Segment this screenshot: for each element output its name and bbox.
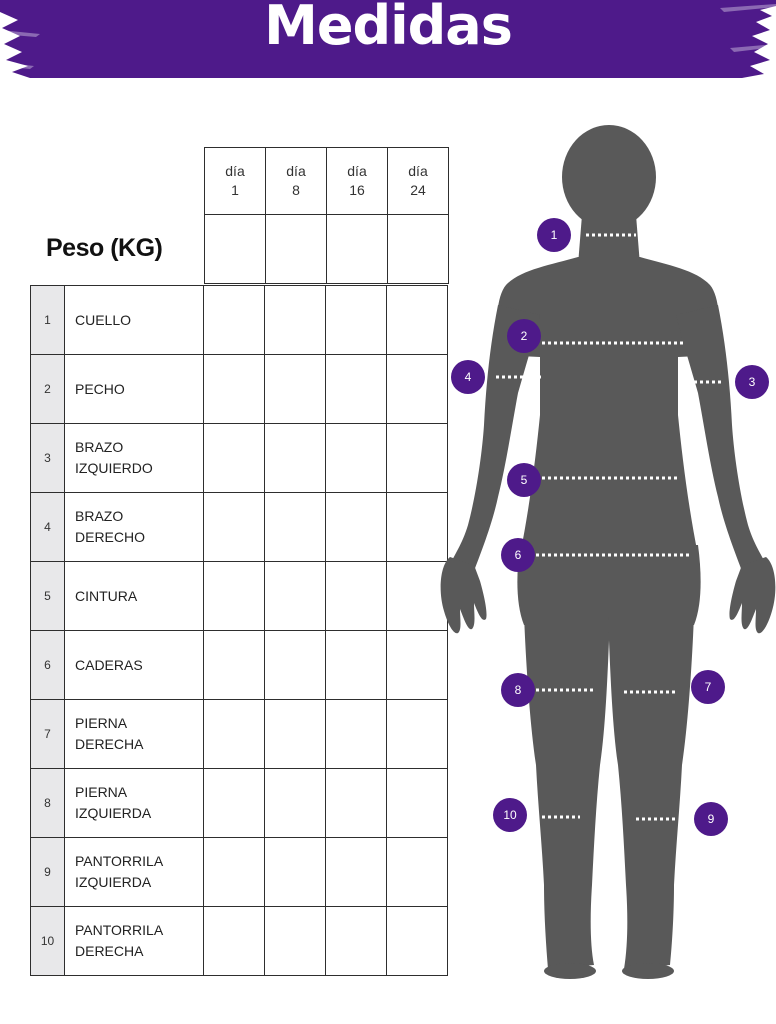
marker-number: 3 (748, 375, 756, 389)
measurement-cell[interactable] (265, 424, 326, 493)
measurement-cell[interactable] (204, 769, 265, 838)
measurement-cell[interactable] (265, 631, 326, 700)
marker-badge (537, 218, 571, 252)
row-number: 8 (31, 769, 65, 838)
marker-badge (694, 802, 728, 836)
measurement-cell[interactable] (326, 562, 387, 631)
marker-number: 4 (464, 370, 472, 384)
measurement-cell[interactable] (326, 355, 387, 424)
measurement-name: PANTORRILA IZQUIERDA (65, 838, 204, 907)
table-row (31, 286, 448, 355)
measurement-cell[interactable] (204, 838, 265, 907)
measurement-cell[interactable] (387, 286, 448, 355)
marker-number: 6 (514, 548, 522, 562)
measurements-table (30, 285, 448, 976)
marker-badge (507, 319, 541, 353)
day-header: día 1 (205, 148, 266, 215)
measurement-cell[interactable] (326, 838, 387, 907)
marker-number: 9 (707, 812, 715, 826)
marker-badge (691, 670, 725, 704)
measurement-cell[interactable] (387, 631, 448, 700)
measurement-cell[interactable] (204, 631, 265, 700)
row-number: 1 (31, 286, 65, 355)
table-row (31, 631, 448, 700)
measurement-name: CUELLO (65, 286, 204, 355)
marker-number: 2 (520, 329, 528, 343)
weight-cell-day-1[interactable] (205, 215, 266, 284)
table-row (31, 355, 448, 424)
row-number: 5 (31, 562, 65, 631)
table-row (31, 562, 448, 631)
marker-badge (493, 798, 527, 832)
body-figure (440, 125, 776, 985)
marker-badge (501, 538, 535, 572)
row-number: 2 (31, 355, 65, 424)
measurement-cell[interactable] (387, 838, 448, 907)
row-number: 7 (31, 700, 65, 769)
table-row (31, 700, 448, 769)
measurement-cell[interactable] (387, 769, 448, 838)
measurement-cell[interactable] (326, 493, 387, 562)
marker-badge (501, 673, 535, 707)
marker-number: 5 (520, 473, 528, 487)
row-number: 4 (31, 493, 65, 562)
measurement-cell[interactable] (387, 424, 448, 493)
measurement-cell[interactable] (387, 700, 448, 769)
page-title: Medidas (264, 0, 512, 57)
measurement-cell[interactable] (265, 355, 326, 424)
human-silhouette (440, 125, 776, 985)
measurement-cell[interactable] (387, 355, 448, 424)
measurement-cell[interactable] (204, 700, 265, 769)
table-row (31, 493, 448, 562)
measurement-cell[interactable] (326, 907, 387, 976)
marker-badge (507, 463, 541, 497)
measurement-cell[interactable] (204, 493, 265, 562)
weight-table (204, 147, 449, 284)
table-row (31, 424, 448, 493)
marker-number: 10 (503, 808, 517, 822)
measurement-name: PIERNA IZQUIERDA (65, 769, 204, 838)
measurement-cell[interactable] (326, 424, 387, 493)
measurement-cell[interactable] (204, 424, 265, 493)
measurement-cell[interactable] (326, 769, 387, 838)
measurement-cell[interactable] (265, 838, 326, 907)
measurement-cell[interactable] (326, 700, 387, 769)
measurement-cell[interactable] (204, 355, 265, 424)
day-header: día 24 (388, 148, 449, 215)
day-header: día 16 (327, 148, 388, 215)
header-banner (0, 0, 776, 78)
table-row (31, 769, 448, 838)
weight-label: Peso (KG) (46, 234, 163, 262)
measurement-cell[interactable] (204, 907, 265, 976)
measurement-cell[interactable] (265, 493, 326, 562)
measurement-cell[interactable] (387, 562, 448, 631)
marker-number: 1 (550, 228, 558, 242)
row-number: 6 (31, 631, 65, 700)
measurement-cell[interactable] (265, 700, 326, 769)
marker-number: 7 (704, 680, 712, 694)
measurement-cell[interactable] (265, 907, 326, 976)
row-number: 10 (31, 907, 65, 976)
measurement-name: PECHO (65, 355, 204, 424)
weight-cell-day-16[interactable] (327, 215, 388, 284)
measurement-name: CINTURA (65, 562, 204, 631)
measurement-cell[interactable] (204, 286, 265, 355)
measurement-cell[interactable] (326, 631, 387, 700)
day-header: día 8 (266, 148, 327, 215)
marker-badge (451, 360, 485, 394)
measurement-cell[interactable] (326, 286, 387, 355)
measurement-cell[interactable] (265, 286, 326, 355)
table-row (31, 907, 448, 976)
row-number: 9 (31, 838, 65, 907)
table-row (31, 838, 448, 907)
measurement-name: BRAZO IZQUIERDO (65, 424, 204, 493)
row-number: 3 (31, 424, 65, 493)
measurement-name: BRAZO DERECHO (65, 493, 204, 562)
marker-number: 8 (514, 683, 522, 697)
weight-cell-day-8[interactable] (266, 215, 327, 284)
measurement-cell[interactable] (387, 907, 448, 976)
measurement-cell[interactable] (265, 562, 326, 631)
measurement-cell[interactable] (387, 493, 448, 562)
marker-badge (735, 365, 769, 399)
measurement-name: PIERNA DERECHA (65, 700, 204, 769)
measurement-cell[interactable] (204, 562, 265, 631)
measurement-cell[interactable] (265, 769, 326, 838)
measurement-name: PANTORRILA DERECHA (65, 907, 204, 976)
measurement-name: CADERAS (65, 631, 204, 700)
